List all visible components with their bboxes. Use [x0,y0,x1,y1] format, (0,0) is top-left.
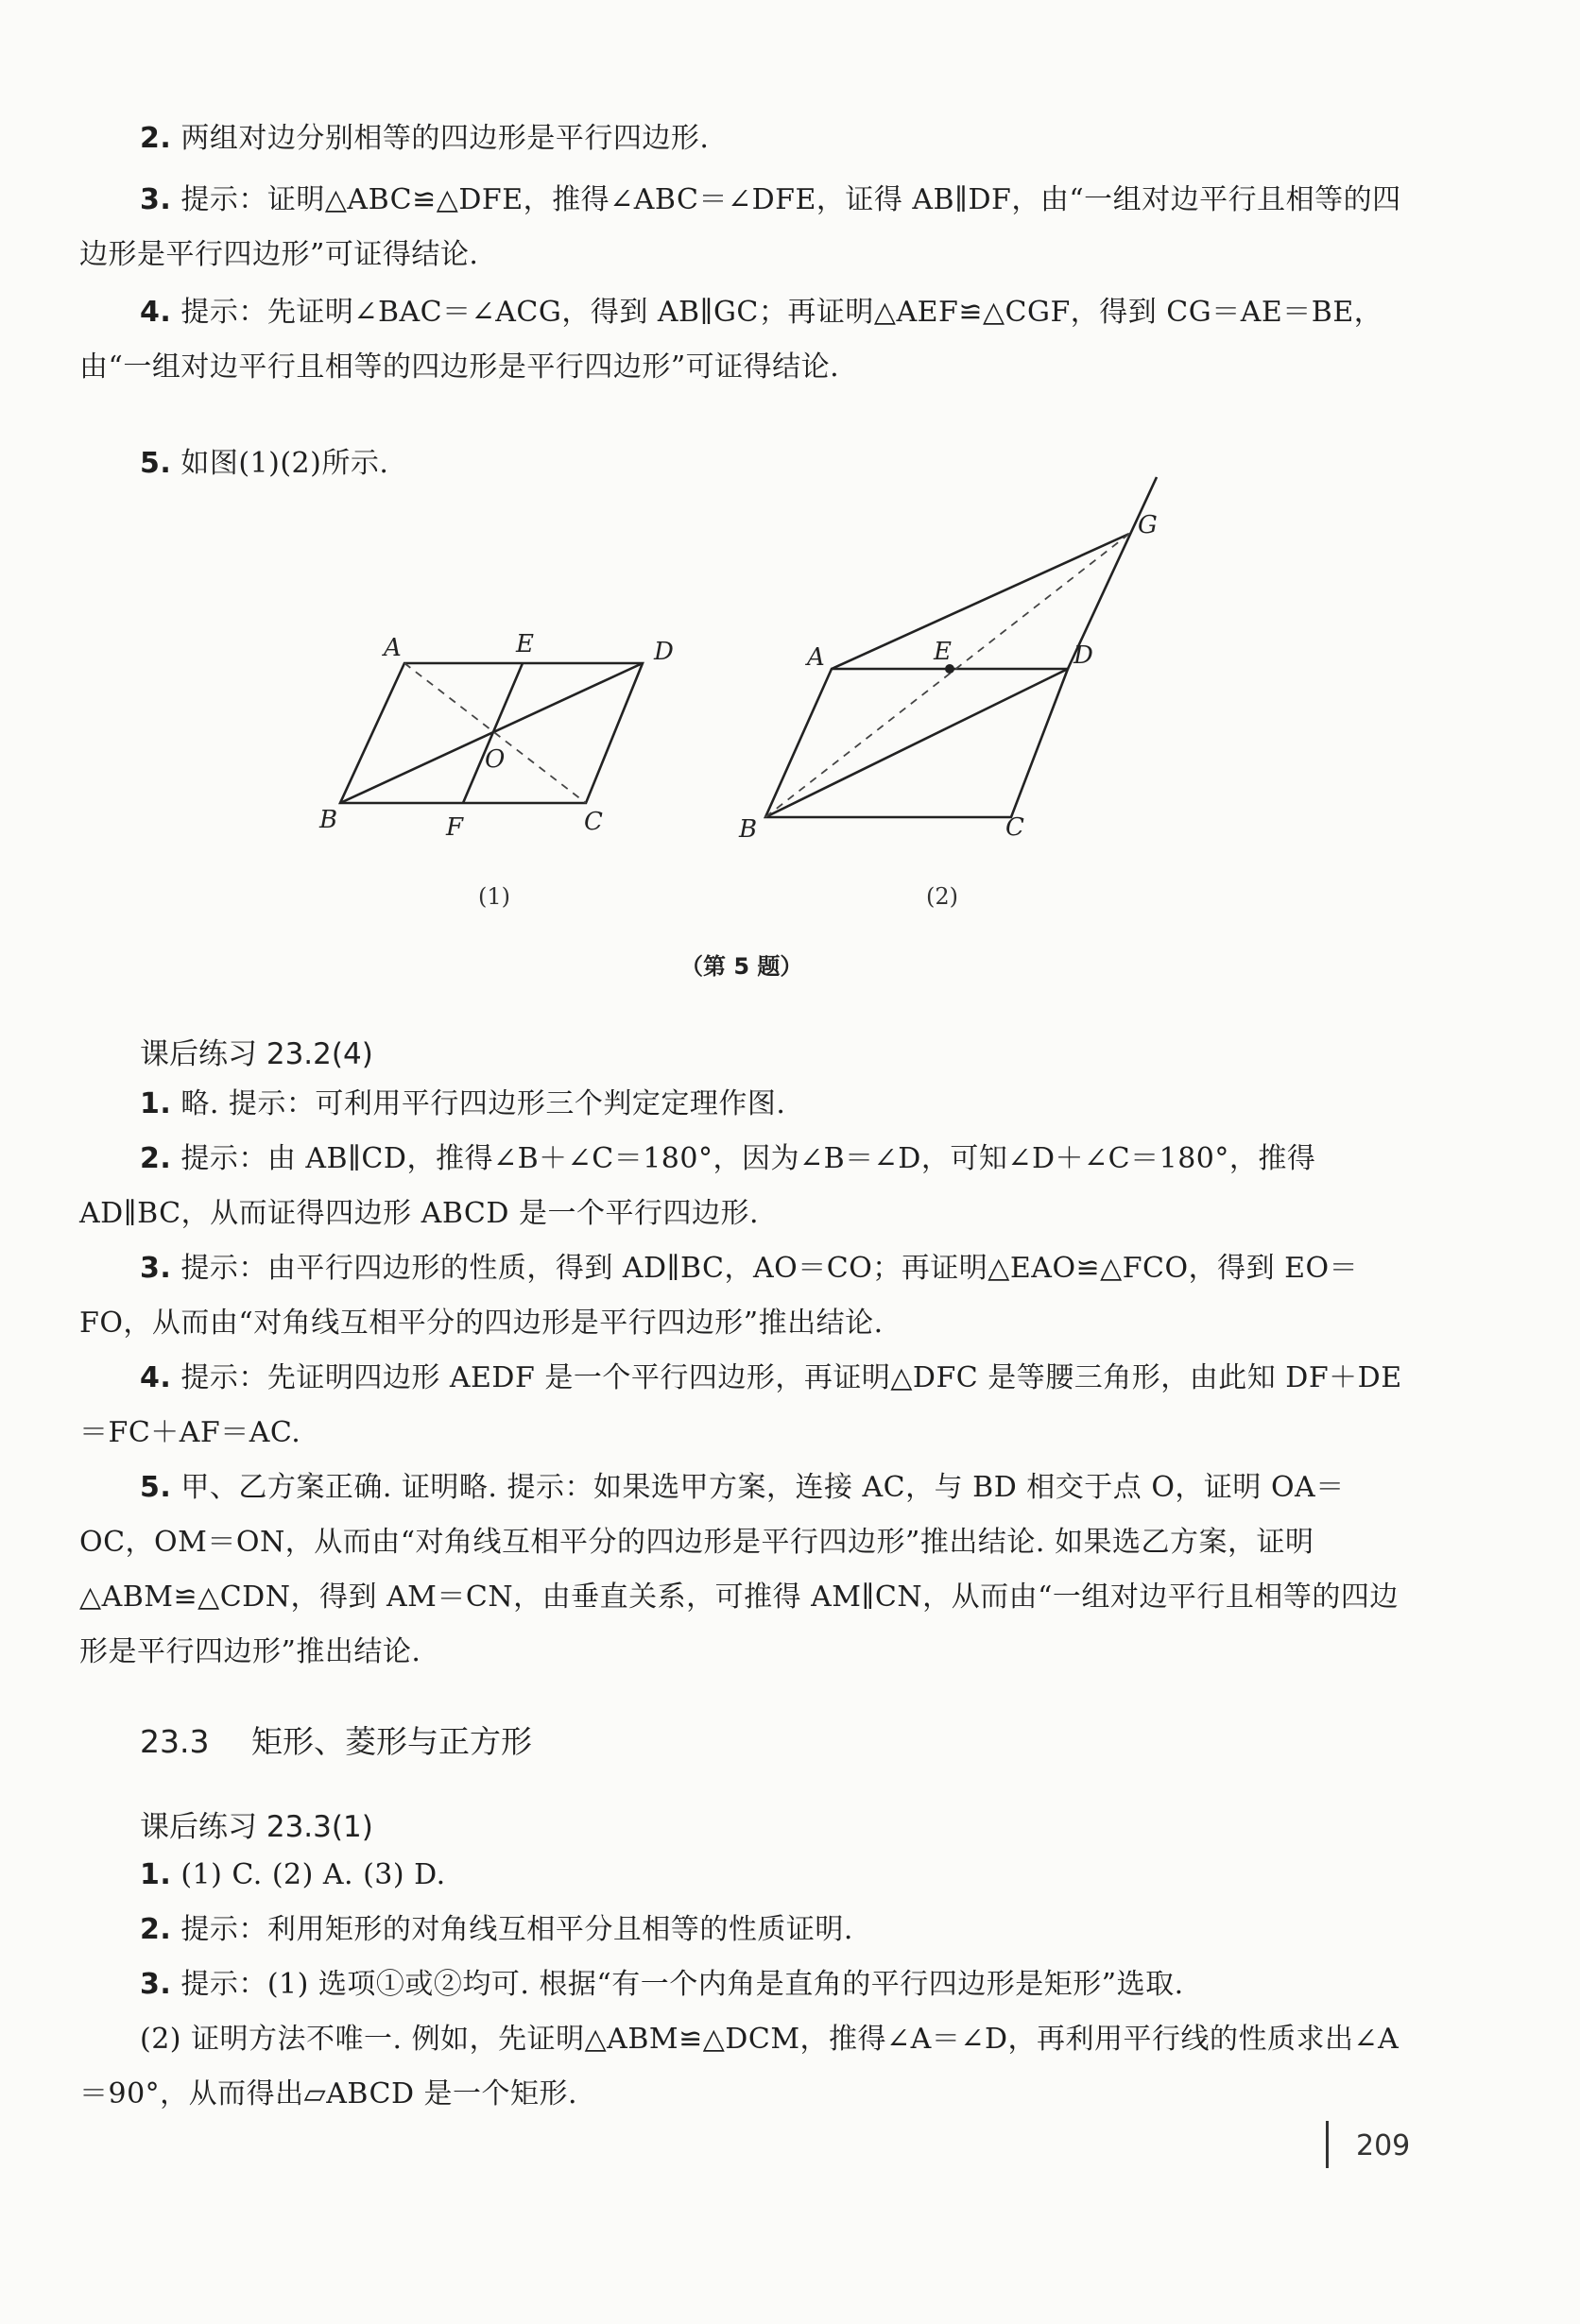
label-d: D [1073,641,1093,670]
label-b: B [319,806,338,834]
answer-2: 2. 两组对边分别相等的四边形是平行四边形. [140,122,710,155]
diagonal-bd [340,663,643,803]
figure-1-parallelogram [302,614,699,860]
diagonal-bd [765,669,1068,817]
page-number: 209 [1356,2129,1411,2162]
label-c: C [584,808,603,836]
figure-2-caption: (2) [926,883,958,910]
exercise-heading-23-2-4: 课后练习 23.2(4) [140,1037,373,1071]
figure-2-parallelogram [728,463,1200,860]
exercise-23-2-4-item-3: 3. 提示：由平行四边形的性质，得到 AD∥BC，AO＝CO；再证明△EAO≌△FCO，得到 EO＝FO，从而由“对角线互相平分的四边形是平行四边形”推出结论. [79,1252,1359,1340]
page-number-divider [1326,2121,1329,2168]
exercise-23-3-1-item-2: 2. 提示：利用矩形的对角线互相平分且相等的性质证明. [140,1913,853,1946]
figure-1-caption: (1) [478,883,510,910]
exercise-23-3-1-item-3: 3. 提示：(1) 选项①或②均可. 根据“有一个内角是直角的平行四边形是矩形”选取. [140,1968,1184,2001]
exercise-23-2-4-item-2: 2. 提示：由 AB∥CD，推得∠B＋∠C＝180°，因为∠B＝∠D，可知∠D＋∠C＝180°，推得 AD∥BC，从而证得四边形 ABCD 是一个平行四边形. [79,1142,1316,1230]
figure-caption: （第 5 题） [680,953,803,980]
exercise-heading-23-3-1: 课后练习 23.3(1) [140,1810,373,1844]
label-a: A [384,634,402,662]
answer-4: 4. 提示：先证明∠BAC＝∠ACG，得到 AB∥GC；再证明△AEF≌△CGF，得到 CG＝AE＝BE，由“一组对边平行且相等的四边形是平行四边形”可证得结论. [79,296,1383,384]
answer-3: 3. 提示：证明△ABC≌△DFE，推得∠ABC＝∠DFE，证得 AB∥DF，由“一组对边平行且相等的四边形是平行四边形”可证得结论. [79,183,1401,271]
exercise-23-2-4-item-4: 4. 提示：先证明四边形 AEDF 是一个平行四边形，再证明△DFC 是等腰三角形，由此知 DF＋DE＝FC＋AF＝AC. [79,1361,1402,1449]
label-e: E [516,630,534,658]
label-f: F [446,813,464,842]
label-b: B [739,815,758,844]
label-a: A [807,643,825,672]
dashed-diagonal-ac [404,663,586,803]
label-d: D [654,638,674,666]
answer-5: 5. 如图(1)(2)所示. [140,447,389,480]
exercise-23-2-4-item-1: 1. 略. 提示：可利用平行四边形三个判定定理作图. [140,1087,786,1120]
extended-line-cd [1068,477,1157,669]
label-o: O [485,745,506,774]
section-heading-23-3: 23.3 矩形、菱形与正方形 [140,1723,532,1760]
label-e: E [934,638,952,666]
exercise-23-3-1-item-1: 1. (1) C. (2) A. (3) D. [140,1858,446,1891]
dashed-segment-bg [765,534,1129,817]
exercise-23-3-1-item-3-part-2: (2) 证明方法不唯一. 例如，先证明△ABM≌△DCM，推得∠A＝∠D，再利用平行线的性质求出∠A＝90°，从而得出▱ABCD 是一个矩形. [79,2023,1400,2110]
label-c: C [1005,813,1024,842]
label-g: G [1138,511,1158,539]
exercise-23-2-4-item-5: 5. 甲、乙方案正确. 证明略. 提示：如果选甲方案，连接 AC，与 BD 相交于点 O，证明 OA＝OC，OM＝ON，从而由“对角线互相平分的四边形是平行四边形”推出结论. 如果选乙方案，证明△ABM≌△CDN，得到 AM＝CN，由垂直关系，可推得 AM∥CN，从而由“一组对边平行且相等的四边形是平行四边形”推出结论. [79,1471,1399,1668]
